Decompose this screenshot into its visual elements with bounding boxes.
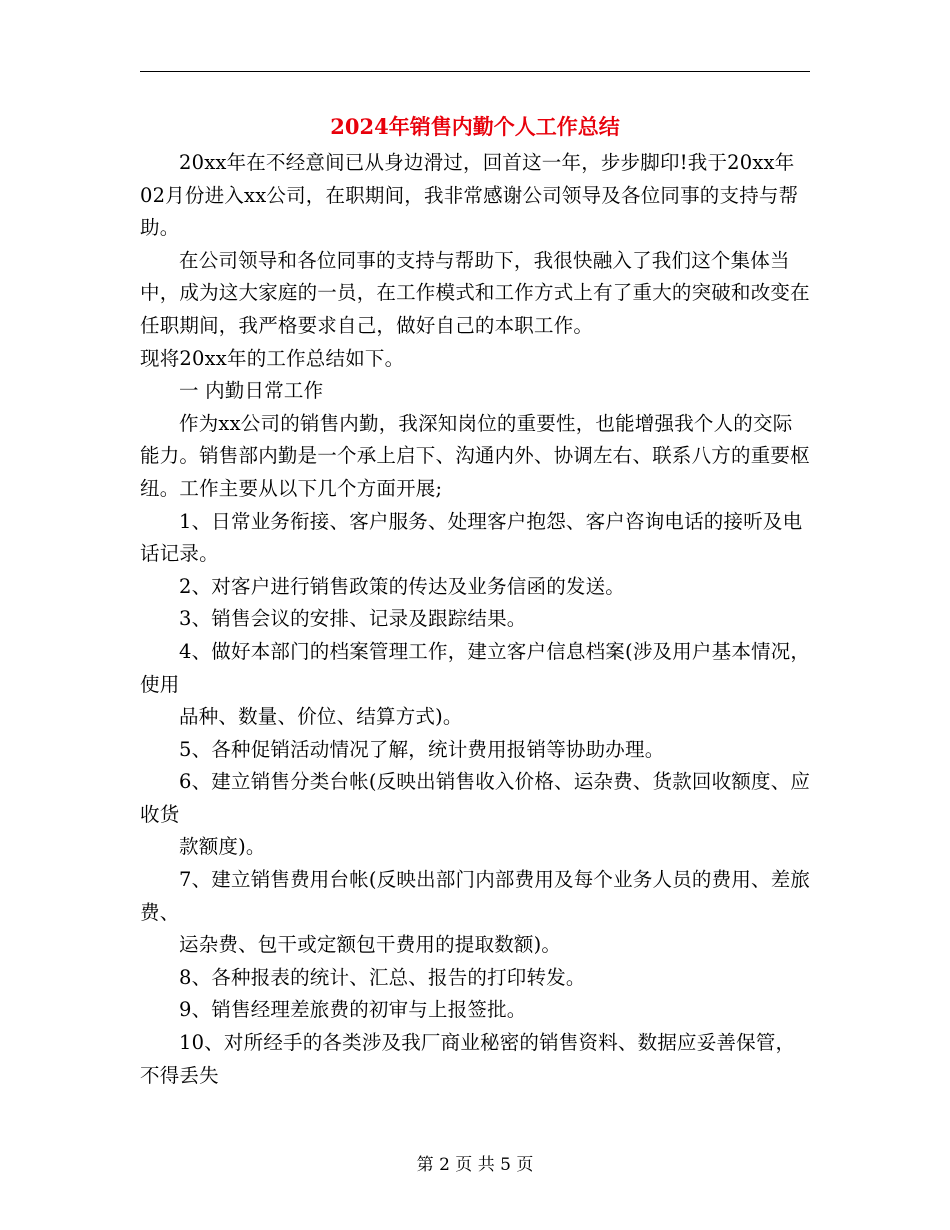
paragraph-intro: 20xx年在不经意间已从身边滑过，回首这一年，步步脚印!我于20xx年02月份进入xx公司，在职期间，我非常感谢公司领导及各位同事的支持与帮助。 bbox=[140, 151, 799, 240]
list-item-5: 5、各种促销活动情况了解，统计费用报销等协助办理。 bbox=[179, 737, 665, 761]
list-item-8: 8、各种报表的统计、汇总、报告的打印转发。 bbox=[179, 965, 586, 989]
list-item-10: 10、对所经手的各类涉及我厂商业秘密的销售资料、数据应妥善保管，不得丢失 bbox=[140, 1031, 796, 1087]
list-item-1: 1、日常业务衔接、客户服务、处理客户抱怨、客户咨询电话的接听及电话记录。 bbox=[140, 509, 803, 566]
page-number-footer: 第 2 页 共 5 页 bbox=[416, 1155, 534, 1175]
list-item-7-continued: 运杂费、包干或定额包干费用的提取数额)。 bbox=[179, 933, 562, 957]
list-item-6-continued: 款额度)。 bbox=[179, 835, 266, 859]
document-title: 2024年销售内勤个人工作总结 bbox=[330, 114, 620, 139]
paragraph-integration: 在公司领导和各位同事的支持与帮助下，我很快融入了我们这个集体当中，成为这大家庭的一员，在工作模式和工作方式上有了重大的突破和改变在任职期间，我严格要求自己，做好自己的本职工作。 bbox=[140, 248, 810, 337]
document-body bbox=[140, 147, 812, 1092]
list-item-6: 6、建立销售分类台帐(反映出销售收入价格、运杂费、货款回收额度、应收货 bbox=[140, 770, 811, 826]
paragraph-summary-lead: 现将20xx年的工作总结如下。 bbox=[140, 346, 405, 370]
list-item-4: 4、做好本部门的档案管理工作，建立客户信息档案(涉及用户基本情况，使用 bbox=[140, 639, 811, 696]
list-item-4-continued: 品种、数量、价位、结算方式)。 bbox=[179, 705, 463, 729]
header-rule bbox=[140, 71, 810, 72]
section-heading: 一 内勤日常工作 bbox=[179, 379, 324, 403]
list-item-3: 3、销售会议的安排、记录及跟踪结果。 bbox=[179, 607, 527, 631]
list-item-2: 2、对客户进行销售政策的传达及业务信函的发送。 bbox=[179, 574, 626, 598]
list-item-9: 9、销售经理差旅费的初审与上报签批。 bbox=[179, 998, 527, 1022]
paragraph-role: 作为xx公司的销售内勤，我深知岗位的重要性，也能增强我个人的交际能力。销售部内勤是一个承上启下、沟通内外、协调左右、联系八方的重要枢纽。工作主要从以下几个方面开展; bbox=[140, 411, 810, 500]
list-item-7: 7、建立销售费用台帐(反映出部门内部费用及每个业务人员的费用、差旅费、 bbox=[140, 868, 811, 924]
